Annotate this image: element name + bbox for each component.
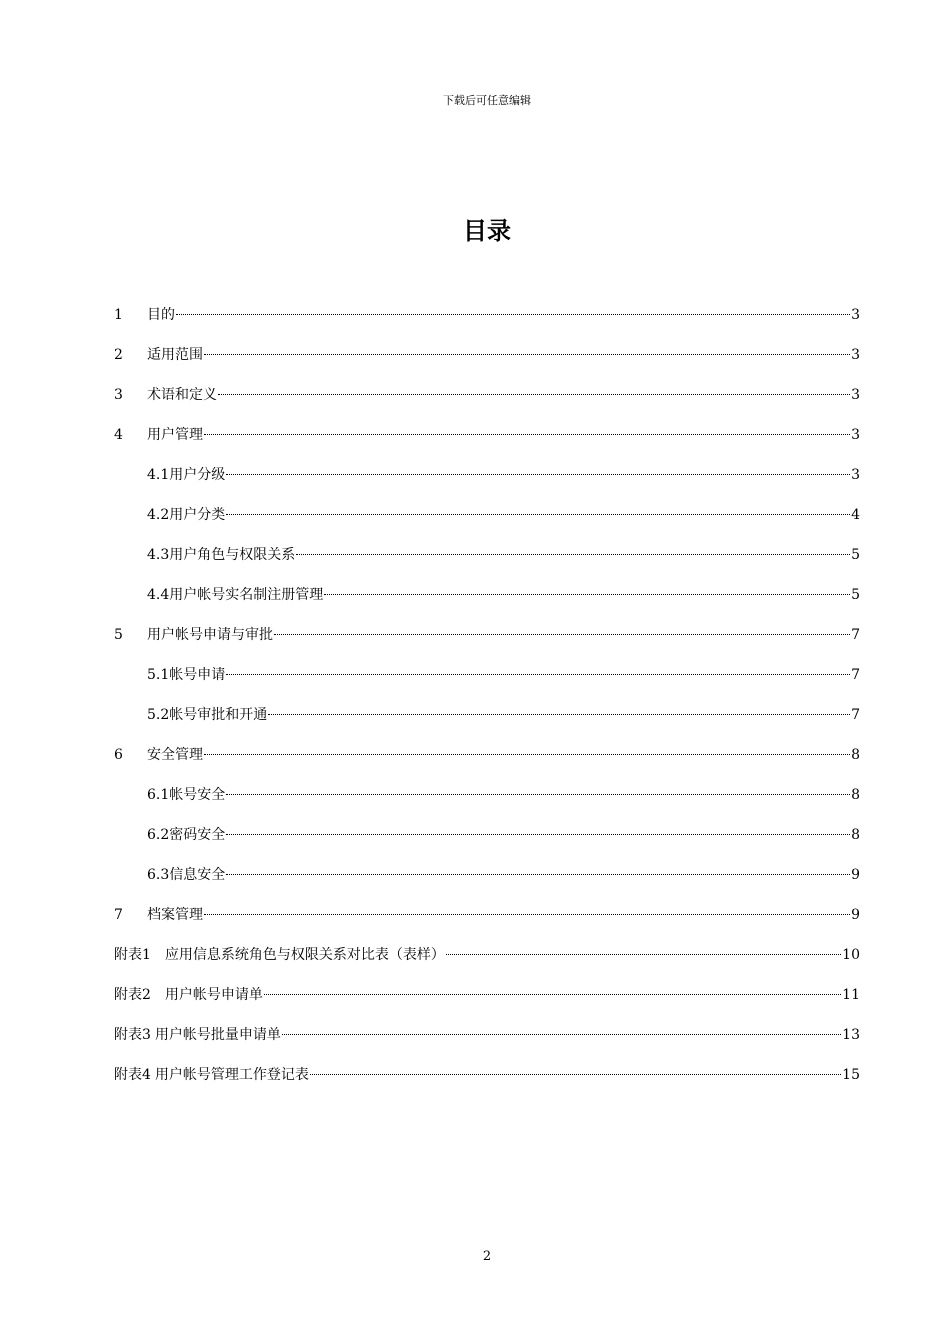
toc-entry-page: 7 (851, 627, 860, 643)
toc-subentry[interactable] (114, 585, 860, 625)
toc-entry-page: 13 (842, 1027, 860, 1043)
toc-title: 目录 (463, 217, 511, 245)
toc-entry-page: 3 (851, 307, 860, 323)
toc-entry-title: 用户管理 (147, 427, 203, 443)
toc-entry-page: 3 (851, 427, 860, 443)
toc-entry-number: 附表2 (114, 987, 151, 1003)
toc-dot-leader (226, 474, 850, 475)
toc-entry-title: 用户角色与权限关系 (169, 547, 296, 563)
toc-entry-page: 4 (851, 507, 860, 523)
toc-entry-title: 帐号审批和开通 (169, 707, 268, 723)
toc-subentry[interactable] (114, 545, 860, 585)
toc-dot-leader (226, 674, 850, 675)
toc-entry-title: 安全管理 (147, 747, 203, 763)
toc-entry-number: 附表1 (114, 947, 151, 963)
toc-dot-leader (282, 1034, 841, 1035)
toc-entry-number: 6.1 (147, 787, 170, 803)
toc-dot-leader (310, 1074, 841, 1075)
toc-entry-title: 密码安全 (169, 827, 226, 843)
toc-entry-title: 用户帐号申请与审批 (147, 627, 273, 643)
toc-entry-number: 4.4 (147, 587, 170, 603)
toc-dot-leader (324, 594, 850, 595)
toc-appendix-entry[interactable] (114, 1025, 860, 1065)
toc-subentry[interactable] (114, 505, 860, 545)
toc-dot-leader (274, 634, 850, 635)
toc-dot-leader (204, 914, 850, 915)
toc-entry-title: 帐号申请 (169, 667, 226, 683)
toc-entry-title: 适用范围 (147, 347, 203, 363)
toc-entry[interactable] (114, 305, 860, 345)
toc-entry-number: 4.2 (147, 507, 170, 523)
toc-entry-title: 用户帐号申请单 (164, 987, 263, 1003)
toc-dot-leader (226, 794, 850, 795)
toc-entry-title: 用户帐号批量申请单 (154, 1027, 281, 1043)
toc-entry-title: 帐号安全 (169, 787, 226, 803)
toc-dot-leader (176, 314, 850, 315)
toc-entry-number: 1 (114, 307, 123, 323)
toc-dot-leader (226, 874, 850, 875)
toc-dot-leader (226, 834, 850, 835)
toc-dot-leader (204, 354, 850, 355)
toc-entry-title: 信息安全 (169, 867, 226, 883)
toc-entry-page: 7 (851, 667, 860, 683)
toc-entry[interactable] (114, 905, 860, 945)
toc-entry-title: 应用信息系统角色与权限关系对比表（表样） (164, 947, 445, 963)
toc-entry[interactable] (114, 385, 860, 425)
toc-entry-page: 10 (842, 947, 860, 963)
toc-entry-number: 附表4 (114, 1067, 151, 1083)
toc-appendix-entry[interactable] (114, 945, 860, 985)
toc-entry-page: 9 (851, 867, 860, 883)
toc-entry-number: 6 (114, 747, 123, 763)
toc-appendix-entry[interactable] (114, 1065, 860, 1105)
toc-entry-page: 15 (842, 1067, 860, 1083)
toc-entry-title: 用户分类 (169, 507, 226, 523)
toc-entry-number: 3 (114, 387, 123, 403)
toc-entry-page: 5 (851, 587, 860, 603)
toc-entry-number: 4.3 (147, 547, 170, 563)
toc-entry[interactable] (114, 625, 860, 665)
toc-entry-number: 6.2 (147, 827, 170, 843)
toc-appendix-entry[interactable] (114, 985, 860, 1025)
toc-entry-number: 5.1 (147, 667, 170, 683)
toc-entry[interactable] (114, 345, 860, 385)
toc-entry-title: 用户帐号实名制注册管理 (169, 587, 324, 603)
toc-entry-page: 8 (851, 747, 860, 763)
toc-entry-number: 6.3 (147, 867, 170, 883)
toc-entry[interactable] (114, 745, 860, 785)
toc-dot-leader (264, 994, 841, 995)
toc-entry-title: 术语和定义 (147, 387, 217, 403)
toc-dot-leader (204, 754, 850, 755)
toc-entry-page: 9 (851, 907, 860, 923)
toc-subentry[interactable] (114, 665, 860, 705)
toc-dot-leader (226, 514, 850, 515)
footer-page-number: 2 (482, 1249, 492, 1264)
toc-entry-page: 8 (851, 827, 860, 843)
toc-entry-number: 附表3 (114, 1027, 151, 1043)
toc-entry-page: 3 (851, 347, 860, 363)
toc-dot-leader (446, 954, 841, 955)
toc-subentry[interactable] (114, 785, 860, 825)
toc-entry-page: 11 (842, 987, 860, 1003)
toc-subentry[interactable] (114, 465, 860, 505)
toc-entry-page: 8 (851, 787, 860, 803)
toc-entry-number: 5 (114, 627, 123, 643)
toc-entry-page: 3 (851, 387, 860, 403)
header-note: 下载后可任意编辑 (443, 94, 531, 107)
toc-entry-page: 5 (851, 547, 860, 563)
toc-entry-title: 目的 (147, 307, 175, 323)
toc-dot-leader (218, 394, 850, 395)
toc-subentry[interactable] (114, 825, 860, 865)
toc-entry-page: 7 (851, 707, 860, 723)
toc-entry-number: 4 (114, 427, 123, 443)
toc-entry-title: 用户帐号管理工作登记表 (154, 1067, 309, 1083)
toc-subentry[interactable] (114, 865, 860, 905)
toc-entry-title: 档案管理 (147, 907, 203, 923)
toc-entry-page: 3 (851, 467, 860, 483)
table-of-contents (114, 305, 860, 1105)
toc-subentry[interactable] (114, 705, 860, 745)
toc-entry-number: 4.1 (147, 467, 170, 483)
toc-dot-leader (296, 554, 850, 555)
toc-entry-number: 2 (114, 347, 123, 363)
toc-entry[interactable] (114, 425, 860, 465)
toc-entry-number: 7 (114, 907, 123, 923)
toc-entry-title: 用户分级 (169, 467, 226, 483)
toc-dot-leader (268, 714, 850, 715)
toc-dot-leader (204, 434, 850, 435)
toc-entry-number: 5.2 (147, 707, 170, 723)
